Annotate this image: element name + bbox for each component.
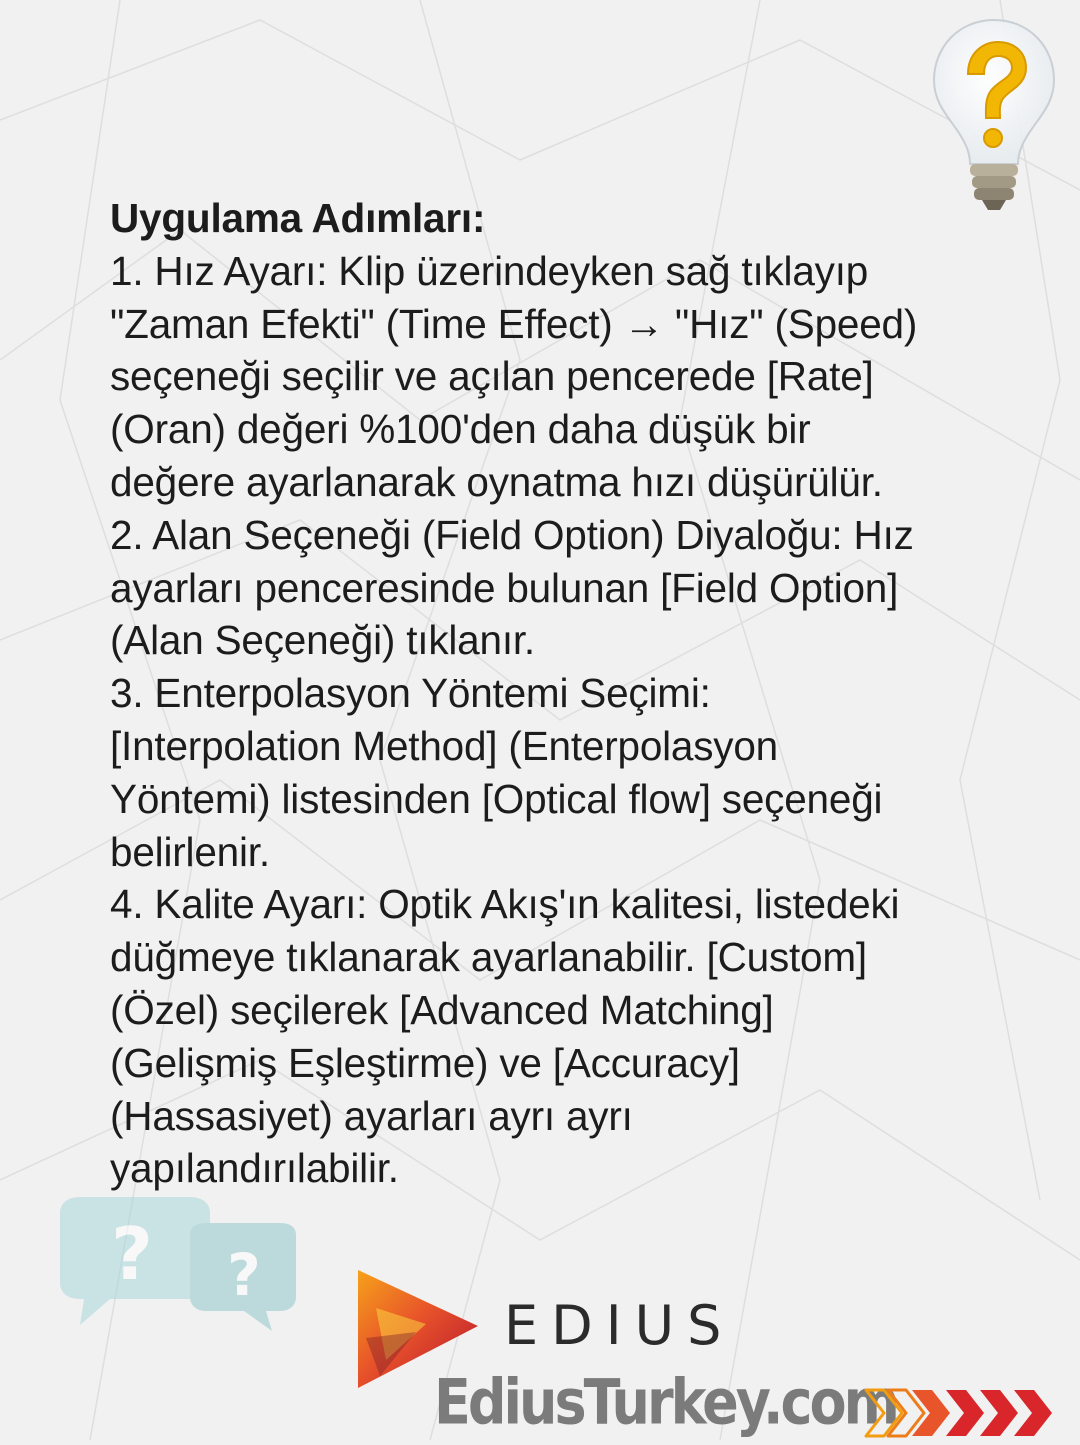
content-block	[110, 192, 990, 1195]
step-item-1: 1. Hız Ayarı: Klip üzerindeyken sağ tıklayıp "Zaman Efekti" (Time Effect) → "Hız" (Speed) seçeneği seçilir ve açılan pencerede [Rate] (Oran) değeri %100'den daha düşük bir değere ayarlanarak oynatma hızı düşürülür.	[110, 247, 918, 505]
brand-name: EDIUS	[504, 1294, 735, 1357]
step-item-4: 4. Kalite Ayarı: Optik Akış'ın kalitesi, listedeki düğmeye tıklanarak ayarlanabilir. [Custom] (Özel) seçilerek [Advanced Matching] (Gelişmiş Eşleştirme) ve [Accuracy] (Hassasiyet) ayarları ayrı ayrı yapılandırılabilir.	[110, 881, 900, 1192]
svg-text:?: ?	[111, 1212, 153, 1296]
step-item-3: 3. Enterpolasyon Yöntemi Seçimi: [Interpolation Method] (Enterpolasyon Yöntemi) listesinden [Optical flow] seçeneği belirlenir.	[110, 670, 883, 875]
svg-text:?: ?	[227, 1241, 261, 1309]
step-item-2: 2. Alan Seçeneği (Field Option) Diyaloğu: Hız ayarları penceresinde bulunan [Field Option] (Alan Seçeneği) tıklanır.	[110, 511, 914, 664]
website-link[interactable]: EdiusTurkey.com	[434, 1366, 897, 1439]
lightbulb-question-icon	[928, 14, 1060, 219]
chevrons-right-icon	[862, 1386, 1062, 1445]
question-bubbles-icon	[40, 1195, 300, 1340]
section-heading: Uygulama Adımları:	[110, 195, 486, 241]
